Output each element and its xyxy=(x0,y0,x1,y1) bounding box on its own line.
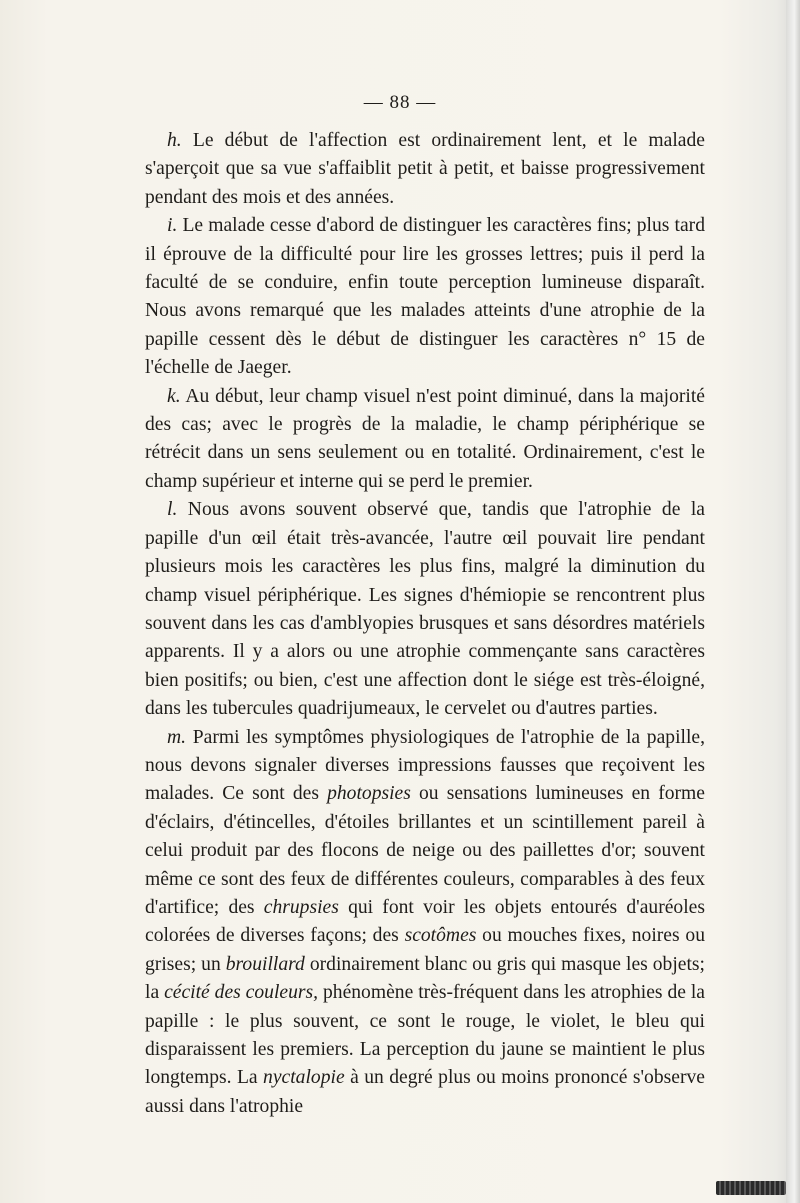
paragraph-m-segment: Parmi les symptômes physiologiques de l'atrophie de la papille, nous devons signaler diverses impressions fausses que reçoivent les malades. Ce sont des xyxy=(145,726,705,805)
paragraph-k xyxy=(145,383,705,497)
term-nyctalopie: nyctalopie xyxy=(263,1067,345,1089)
paragraph-text: Le début de l'affection est ordinairement lent, et le malade s'aperçoit que sa vue s'affaiblit petit à petit, et baisse progressivement pendant des mois et des années. xyxy=(145,130,705,208)
paragraph-m-segment: qui font voir les objets entourés d'auréoles colorées de diverses façons; des xyxy=(145,896,705,947)
body-text xyxy=(145,127,705,1121)
paragraph-text: Nous avons souvent observé que, tandis que l'atrophie de la papille d'un œil était très-avancée, l'autre œil pouvait lire pendant plusieurs mois les caractères les plus fins, malgré la diminution du champ visuel périphérique. Les signes d'hémiopie se rencontrent plus souvent dans les cas d'amblyopies brusques et sans désordres matériels apparents. Il y a alors ou une atrophie commençante sans caractères bien positifs; ou bien, c'est une affection dont le siége est très-éloigné, dans les tubercules quadrijumeaux, le cervelet ou d'autres parties. xyxy=(145,499,705,720)
paragraph-m xyxy=(145,724,705,1122)
paragraph-l xyxy=(145,496,705,723)
paragraph-label: l. xyxy=(167,499,178,521)
term-brouillard: brouillard xyxy=(225,953,305,975)
paragraph-m-segment: ou mouches fixes, noires ou grises; un xyxy=(145,925,705,975)
term-chrupsies: chrupsies xyxy=(263,896,339,918)
paragraph-text: Au début, leur champ visuel n'est point diminué, dans la majorité des cas; avec le progrès de la maladie, le champ périphérique se rétrécit dans un sens seulement ou en totalité. Ordinairement, c'est le champ supérieur et interne qui se perd le premier. xyxy=(145,385,705,492)
paragraph-label: m. xyxy=(167,726,187,748)
paragraph-i xyxy=(145,212,705,382)
paragraph-label: k. xyxy=(167,385,181,407)
term-photopsies: photopsies xyxy=(327,783,411,805)
paragraph-text: Le malade cesse d'abord de distinguer les caractères fins; plus tard il éprouve de la difficulté pour lire les grosses lettres; puis il perd la faculté de se conduire, enfin toute perception lumineuse disparaît. Nous avons remarqué que les malades atteints d'une atrophie de la papille cessent dès le début de distinguer les caractères n° 15 de l'échelle de Jaeger. xyxy=(145,215,705,379)
paragraph-h xyxy=(145,127,705,212)
page-edge xyxy=(786,0,800,1203)
paragraph-label: h. xyxy=(167,130,182,151)
paragraph-m-segment: ordinairement blanc ou gris qui masque les objets; la xyxy=(145,953,706,1004)
page-number: — 88 — xyxy=(363,92,437,113)
term-cecite-des-couleurs: cécité des couleurs, xyxy=(164,982,319,1004)
paragraph-m-segment: ou sensations lumineuses en forme d'éclairs, d'étincelles, d'étoiles brillantes et un scintillement pareil à celui produit par des flocons de neige ou des paillettes d'or; souvent même ce sont des feux de différentes couleurs, comparables à des feux d'artifice; des xyxy=(145,783,705,918)
paragraph-label: i. xyxy=(167,215,178,237)
binding-mark xyxy=(716,1181,786,1195)
paragraph-m-segment: à un degré plus ou moins prononcé s'observe aussi dans l'atrophie xyxy=(145,1067,705,1117)
paragraph-m-segment: phénomène très-fréquent dans les atrophies de la papille : le plus souvent, ce sont le rouge, le violet, le bleu qui disparaissent les premiers. La perception du jaune se maintient le plus longtemps. La xyxy=(145,982,705,1089)
term-scotomes: scotômes xyxy=(404,925,477,947)
